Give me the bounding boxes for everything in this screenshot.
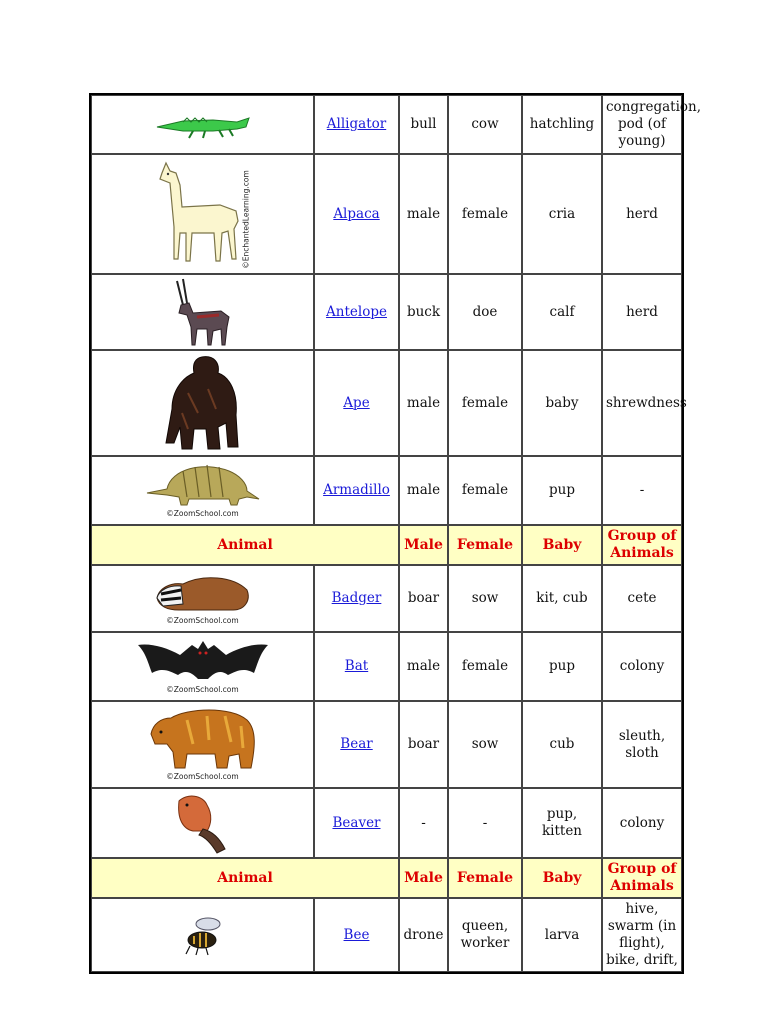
group-cell: colony <box>602 632 682 701</box>
male-cell: boar <box>399 565 448 632</box>
animal-name-cell[interactable] <box>314 95 399 154</box>
beaver-icon <box>163 791 243 855</box>
table-row <box>91 632 682 701</box>
animal-image-cell <box>91 701 314 788</box>
female-cell: sow <box>448 701 522 788</box>
group-cell: sleuth, sloth <box>602 701 682 788</box>
bat-icon <box>136 635 270 683</box>
animal-name-cell[interactable] <box>314 898 399 972</box>
animal-name-cell[interactable] <box>314 154 399 274</box>
baby-cell: calf <box>522 274 602 350</box>
group-cell: congregation, pod (of young) <box>602 95 682 154</box>
female-cell: female <box>448 456 522 525</box>
header-animal: Animal <box>91 858 399 898</box>
animal-link[interactable]: Bee <box>343 926 370 943</box>
group-cell: hive, swarm (in flight), bike, drift, <box>602 898 682 972</box>
ape-icon <box>158 353 248 453</box>
animal-name-cell[interactable] <box>314 456 399 525</box>
baby-cell: hatchling <box>522 95 602 154</box>
bee-icon <box>178 914 228 956</box>
animal-image-cell <box>91 154 314 274</box>
baby-cell: baby <box>522 350 602 456</box>
animal-image-cell <box>91 632 314 701</box>
table-row <box>91 788 682 858</box>
animal-link[interactable]: Bat <box>344 658 369 674</box>
alligator-icon <box>153 105 253 145</box>
header-female: Female <box>448 858 522 898</box>
table-row <box>91 456 682 525</box>
baby-cell: larva <box>522 898 602 972</box>
male-cell: boar <box>399 701 448 788</box>
animal-image-cell <box>91 898 314 972</box>
animal-link[interactable]: Beaver <box>332 814 381 831</box>
animal-name-cell[interactable] <box>314 565 399 632</box>
animal-image-cell <box>91 95 314 154</box>
group-cell: herd <box>602 154 682 274</box>
group-cell: colony <box>602 788 682 858</box>
group-cell: - <box>602 456 682 525</box>
animal-name-cell[interactable] <box>314 350 399 456</box>
animal-link[interactable]: Antelope <box>326 303 387 320</box>
animal-names-table <box>89 93 702 974</box>
female-cell: female <box>448 350 522 456</box>
header-row <box>91 525 682 565</box>
header-male: Male <box>399 858 448 898</box>
armadillo-icon <box>143 459 263 509</box>
female-cell: female <box>448 632 522 701</box>
image-credit: ©ZoomSchool.com <box>166 616 239 625</box>
female-cell: doe <box>448 274 522 350</box>
baby-cell: pup <box>522 456 602 525</box>
baby-cell: pup, kitten <box>522 788 602 858</box>
female-cell: - <box>448 788 522 858</box>
male-cell: male <box>399 632 448 701</box>
baby-cell: cub <box>522 701 602 788</box>
badger-icon <box>153 568 253 614</box>
table-row <box>91 350 682 456</box>
male-cell: male <box>399 456 448 525</box>
bear-icon <box>147 704 259 770</box>
table-row <box>91 274 682 350</box>
animal-link[interactable]: Badger <box>331 590 382 606</box>
group-cell: herd <box>602 274 682 350</box>
header-male: Male <box>399 525 448 565</box>
image-credit: ©ZoomSchool.com <box>166 772 239 781</box>
image-credit: ©ZoomSchool.com <box>166 685 239 694</box>
animal-link[interactable]: Armadillo <box>323 482 390 498</box>
male-cell: male <box>399 154 448 274</box>
animal-link[interactable]: Ape <box>343 394 370 411</box>
header-baby: Baby <box>522 525 602 565</box>
animal-image-cell <box>91 350 314 456</box>
group-cell: cete <box>602 565 682 632</box>
male-cell: buck <box>399 274 448 350</box>
female-cell: cow <box>448 95 522 154</box>
header-female: Female <box>448 525 522 565</box>
antelope-icon <box>163 277 243 347</box>
alpaca-icon <box>150 159 250 269</box>
table-row <box>91 95 682 154</box>
animal-image-cell <box>91 565 314 632</box>
animal-name-cell[interactable] <box>314 274 399 350</box>
baby-cell: pup <box>522 632 602 701</box>
animal-name-cell[interactable] <box>314 701 399 788</box>
table-row <box>91 154 682 274</box>
header-group: Group of Animals <box>602 525 682 565</box>
animal-name-cell[interactable] <box>314 632 399 701</box>
header-baby: Baby <box>522 858 602 898</box>
animal-image-cell <box>91 788 314 858</box>
animal-link[interactable]: Bear <box>340 736 373 752</box>
table-row <box>91 898 682 972</box>
animal-name-cell[interactable] <box>314 788 399 858</box>
male-cell: drone <box>399 898 448 972</box>
animal-link[interactable]: Alligator <box>326 116 387 132</box>
baby-cell: cria <box>522 154 602 274</box>
table-row <box>91 565 682 632</box>
female-cell: female <box>448 154 522 274</box>
animal-image-cell <box>91 274 314 350</box>
baby-cell: kit, cub <box>522 565 602 632</box>
female-cell: queen, worker <box>448 898 522 972</box>
group-cell: shrewdness <box>602 350 682 456</box>
image-credit: ©EnchantedLearning.com <box>241 170 251 269</box>
header-group: Group of Animals <box>602 858 682 898</box>
female-cell: sow <box>448 565 522 632</box>
male-cell: - <box>399 788 448 858</box>
table-row <box>91 701 682 788</box>
animal-link[interactable]: Alpaca <box>333 205 380 222</box>
male-cell: male <box>399 350 448 456</box>
animal-image-cell <box>91 456 314 525</box>
header-animal: Animal <box>91 525 399 565</box>
image-credit: ©ZoomSchool.com <box>166 509 239 518</box>
male-cell: bull <box>399 95 448 154</box>
header-row <box>91 858 682 898</box>
